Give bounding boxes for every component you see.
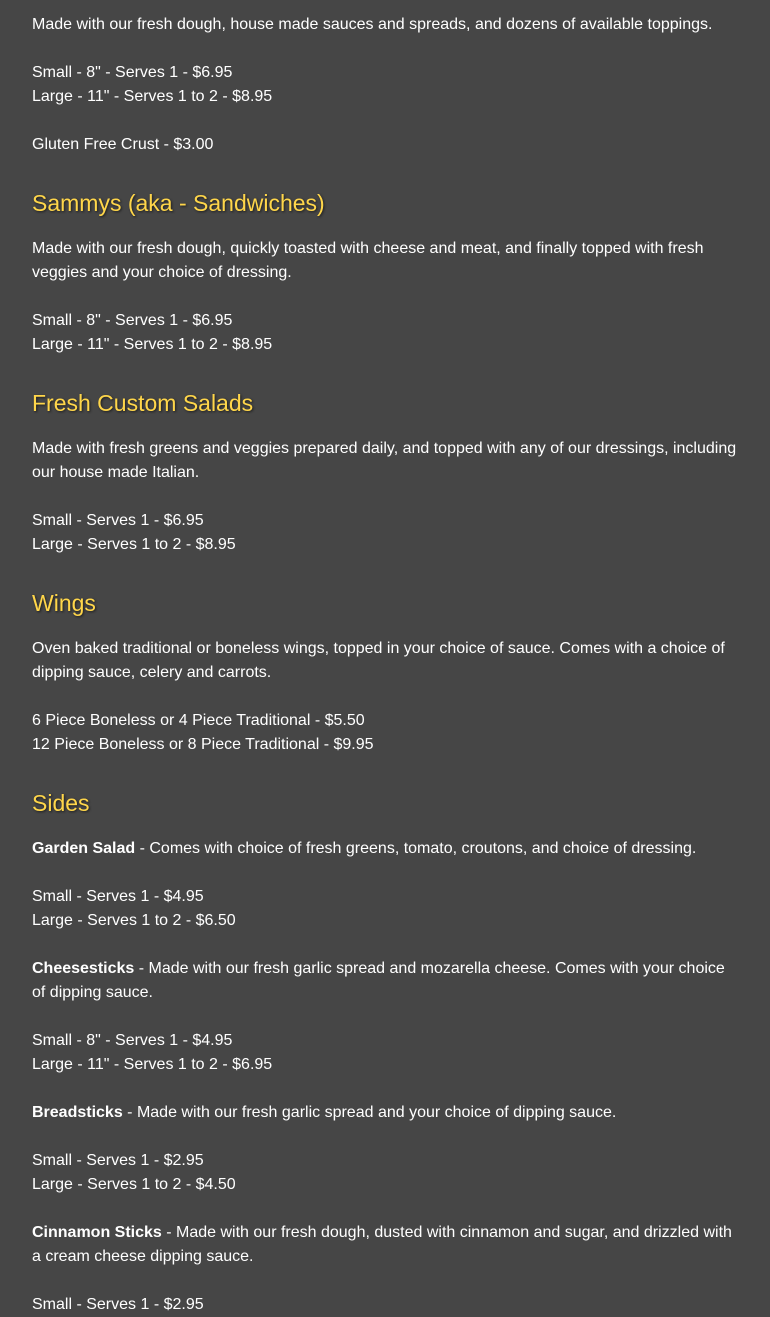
wings-price-small: 6 Piece Boneless or 4 Piece Traditional - $5.50: [32, 712, 365, 729]
cheesesticks-price-small: Small - 8" - Serves 1 - $4.95: [32, 1032, 233, 1049]
salads-price-small: Small - Serves 1 - $6.95: [32, 512, 204, 529]
sammys-heading: Sammys (aka - Sandwiches): [32, 190, 325, 216]
side-item-description: - Made with our fresh garlic spread and mozarella cheese. Comes with your choice of dipping sauce.: [32, 960, 725, 1001]
wings-heading: Wings: [32, 590, 96, 616]
garden-salad-price-small: Small - Serves 1 - $4.95: [32, 888, 204, 905]
wings-price-large: 12 Piece Boneless or 8 Piece Traditional - $9.95: [32, 736, 374, 753]
cinnamon-sticks-price-small: Small - Serves 1 - $2.95: [32, 1296, 204, 1313]
side-item-cinnamon-sticks: [32, 1221, 738, 1269]
sammys-price-large: Large - 11" - Serves 1 to 2 - $8.95: [32, 336, 273, 353]
side-item-cheesesticks: [32, 957, 738, 1005]
sammys-price-small: Small - 8" - Serves 1 - $6.95: [32, 312, 233, 329]
side-item-garden-salad: [32, 837, 738, 861]
pizza-price-small: Small - 8" - Serves 1 - $6.95: [32, 64, 233, 81]
salads-heading: Fresh Custom Salads: [32, 390, 254, 416]
salads-description: Made with fresh greens and veggies prepared daily, and topped with any of our dressings, including our house made Italian.: [32, 440, 737, 481]
sammys-description: Made with our fresh dough, quickly toasted with cheese and meat, and finally topped with fresh veggies and your choice of dressing.: [32, 240, 704, 281]
menu-content: [32, 13, 738, 1317]
side-item-description: - Made with our fresh garlic spread and your choice of dipping sauce.: [122, 1104, 617, 1121]
side-item-description: - Made with our fresh dough, dusted with cinnamon and sugar, and drizzled with a cream cheese dipping sauce.: [32, 1224, 732, 1265]
garden-salad-price-large: Large - Serves 1 to 2 - $6.50: [32, 912, 236, 929]
side-item-description: - Comes with choice of fresh greens, tomato, croutons, and choice of dressing.: [135, 840, 697, 857]
salads-price-large: Large - Serves 1 to 2 - $8.95: [32, 536, 236, 553]
side-item-name: Cinnamon Sticks: [32, 1224, 162, 1241]
side-item-name: Garden Salad: [32, 840, 136, 857]
side-item-breadsticks: [32, 1101, 738, 1125]
cheesesticks-price-large: Large - 11" - Serves 1 to 2 - $6.95: [32, 1056, 273, 1073]
gluten-free-price: Gluten Free Crust - $3.00: [32, 136, 214, 153]
wings-description: Oven baked traditional or boneless wings, topped in your choice of sauce. Comes with a choice of dipping sauce, celery and carrots.: [32, 640, 725, 681]
pizza-description: Made with our fresh dough, house made sauces and spreads, and dozens of available toppings.: [32, 16, 713, 33]
pizza-price-large: Large - 11" - Serves 1 to 2 - $8.95: [32, 88, 273, 105]
breadsticks-price-small: Small - Serves 1 - $2.95: [32, 1152, 204, 1169]
side-item-name: Breadsticks: [32, 1104, 123, 1121]
sides-heading: Sides: [32, 790, 90, 816]
side-item-name: Cheesesticks: [32, 960, 135, 977]
breadsticks-price-large: Large - Serves 1 to 2 - $4.50: [32, 1176, 236, 1193]
